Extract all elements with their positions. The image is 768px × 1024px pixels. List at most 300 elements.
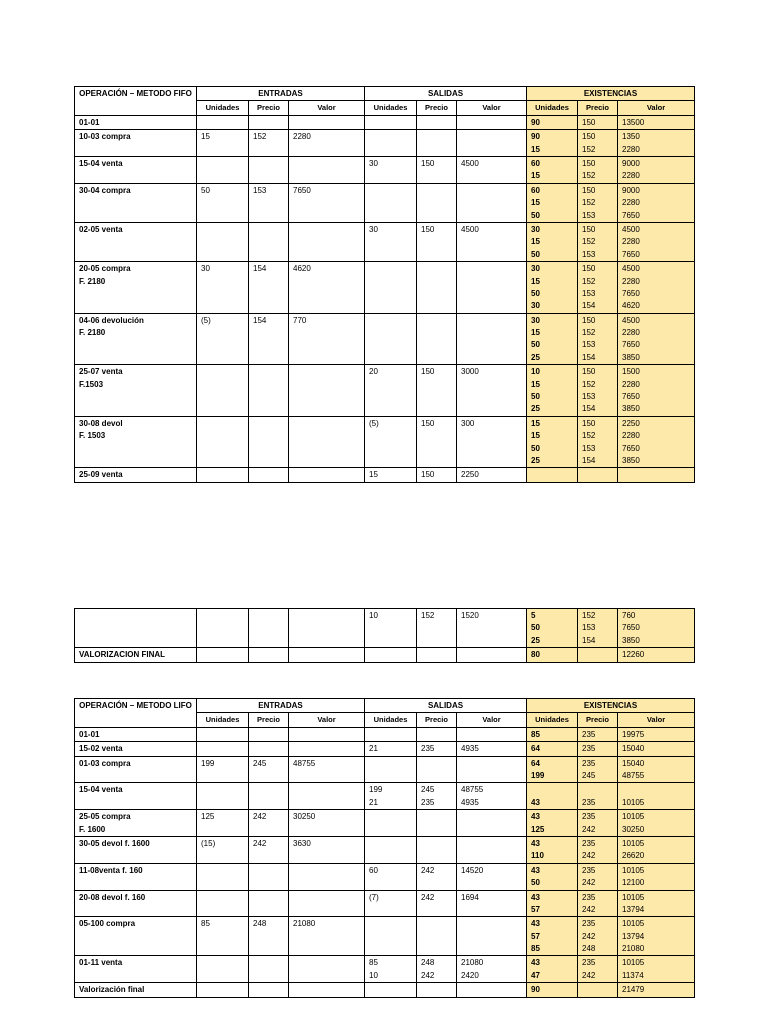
- cell-line: [253, 117, 284, 129]
- cell-line: [293, 249, 360, 261]
- existencias-unidades-cell: [527, 222, 578, 261]
- entradas-unidades-cell: [197, 156, 249, 183]
- cell-line: 25: [531, 455, 540, 465]
- cell-line: [421, 170, 452, 182]
- existencias-unidades-cell: [527, 863, 578, 890]
- entradas-unidades-cell: [197, 222, 249, 261]
- entradas-unidades-cell: [197, 890, 249, 917]
- existencias-unidades-cell: [527, 810, 578, 837]
- cell-line: 14520: [461, 865, 484, 875]
- salidas-valor-header: Valor: [457, 713, 527, 727]
- cell-line: 90: [531, 985, 540, 995]
- cell-line: [369, 877, 412, 889]
- cell-line: 20-08 devol f. 160: [79, 892, 146, 902]
- cell-line: [421, 918, 452, 930]
- cell-line: 15: [201, 132, 210, 142]
- cell-line: 10105: [622, 797, 645, 807]
- salidas-precio-cell: [417, 115, 457, 129]
- cell-line: [201, 931, 244, 943]
- cell-line: [461, 430, 522, 442]
- existencias-unidades-cell: [527, 890, 578, 917]
- cell-line: 10: [369, 970, 378, 980]
- cell-line: [369, 649, 412, 661]
- cell-line: [293, 288, 360, 300]
- cell-line: 153: [582, 288, 596, 298]
- existencias-unidades-cell: [527, 313, 578, 365]
- cell-line: [461, 379, 522, 391]
- cell-line: [421, 327, 452, 339]
- salidas-unidades-cell: [365, 115, 417, 129]
- table-row: [75, 727, 695, 741]
- salidas-unidades-cell: [365, 416, 417, 468]
- cell-line: 43: [531, 797, 540, 807]
- operation-cell: [75, 222, 197, 261]
- entradas-precio-cell: [249, 609, 289, 648]
- cell-line: 235: [582, 812, 596, 822]
- entradas-precio-cell: [249, 810, 289, 837]
- entradas-precio-cell: [249, 130, 289, 157]
- table-row: [75, 156, 695, 183]
- cell-line: [421, 131, 452, 143]
- existencias-precio-cell: [578, 890, 618, 917]
- cell-line: [421, 315, 452, 327]
- cell-line: 15: [531, 328, 540, 338]
- entradas-valor-cell: [289, 222, 365, 261]
- salidas-unidades-header: Unidades: [365, 101, 417, 115]
- table-row: [75, 648, 695, 662]
- existencias-valor-cell: [618, 468, 695, 482]
- existencias-unidades-cell: [527, 983, 578, 997]
- cell-line: [461, 635, 522, 647]
- entradas-unidades-cell: [197, 262, 249, 314]
- salidas-precio-cell: [417, 836, 457, 863]
- cell-line: [421, 758, 452, 770]
- existencias-valor-cell: [618, 783, 695, 810]
- existencias-valor-cell: [618, 917, 695, 956]
- cell-line: [293, 469, 360, 481]
- cell-line: [293, 379, 360, 391]
- cell-line: [253, 158, 284, 170]
- cell-line: [201, 957, 244, 969]
- entradas-unidades-cell: [197, 756, 249, 783]
- cell-line: [421, 144, 452, 156]
- cell-line: 242: [582, 851, 596, 861]
- cell-line: [253, 170, 284, 182]
- cell-line: 4500: [622, 315, 640, 325]
- existencias-valor-cell: [618, 313, 695, 365]
- cell-line: [201, 635, 244, 647]
- cell-line: [461, 824, 522, 836]
- cell-line: (5): [201, 315, 211, 325]
- cell-line: 153: [253, 185, 267, 195]
- cell-line: 13794: [622, 931, 645, 941]
- cell-line: [461, 339, 522, 351]
- cell-line: 242: [582, 970, 596, 980]
- salidas-unidades-cell: [365, 836, 417, 863]
- cell-line: 242: [582, 904, 596, 914]
- entradas-unidades-cell: [197, 863, 249, 890]
- salidas-valor-cell: [457, 183, 527, 222]
- cell-line: 245: [421, 785, 435, 795]
- cell-line: [253, 931, 284, 943]
- cell-line: 43: [531, 958, 540, 968]
- entradas-valor-cell: [289, 156, 365, 183]
- entradas-valor-cell: [289, 609, 365, 648]
- entradas-valor-cell: [289, 648, 365, 662]
- salidas-valor-cell: [457, 863, 527, 890]
- cell-line: 85: [531, 729, 540, 739]
- entradas-valor-header: Valor: [289, 101, 365, 115]
- cell-line: [79, 622, 192, 634]
- cell-line: [421, 236, 452, 248]
- operation-cell: [75, 956, 197, 983]
- cell-line: [369, 850, 412, 862]
- salidas-unidades-cell: [365, 742, 417, 756]
- cell-line: [369, 379, 412, 391]
- cell-line: [293, 622, 360, 634]
- cell-line: [421, 249, 452, 261]
- entradas-valor-cell: [289, 416, 365, 468]
- cell-line: [369, 144, 412, 156]
- entradas-unidades-header: Unidades: [197, 713, 249, 727]
- fifo-continuation-table: [74, 608, 695, 663]
- cell-line: 90: [531, 132, 540, 142]
- entradas-precio-header: Precio: [249, 713, 289, 727]
- cell-line: 152: [582, 379, 596, 389]
- salidas-valor-cell: [457, 262, 527, 314]
- entradas-precio-cell: [249, 183, 289, 222]
- entradas-valor-header: Valor: [289, 713, 365, 727]
- operation-cell: [75, 742, 197, 756]
- salidas-valor-cell: [457, 609, 527, 648]
- cell-line: [461, 850, 522, 862]
- cell-line: [293, 865, 360, 877]
- cell-line: [421, 379, 452, 391]
- cell-line: 3850: [622, 455, 640, 465]
- entradas-valor-cell: [289, 983, 365, 997]
- cell-line: [79, 904, 192, 916]
- cell-line: 4500: [622, 224, 640, 234]
- salidas-valor-cell: [457, 727, 527, 741]
- existencias-precio-cell: [578, 183, 618, 222]
- cell-line: 7650: [622, 443, 640, 453]
- cell-line: [461, 197, 522, 209]
- cell-line: 125: [531, 824, 545, 834]
- salidas-precio-cell: [417, 313, 457, 365]
- entradas-valor-cell: [289, 468, 365, 482]
- existencias-precio-cell: [578, 222, 618, 261]
- cell-line: [461, 455, 522, 467]
- cell-line: [79, 197, 192, 209]
- operation-cell: [75, 468, 197, 482]
- cell-line: [79, 391, 192, 403]
- operation-cell: [75, 983, 197, 997]
- cell-line: 15040: [622, 758, 645, 768]
- cell-line: 85: [369, 958, 378, 968]
- cell-line: 13500: [622, 117, 645, 127]
- cell-line: [461, 131, 522, 143]
- cell-line: [79, 610, 192, 622]
- cell-line: [461, 315, 522, 327]
- entradas-unidades-cell: [197, 956, 249, 983]
- existencias-valor-cell: [618, 365, 695, 417]
- cell-line: 150: [582, 224, 596, 234]
- cell-line: [201, 824, 244, 836]
- cell-line: [253, 892, 284, 904]
- cell-line: 15-02 venta: [79, 744, 123, 754]
- table-row: [75, 313, 695, 365]
- cell-line: [253, 784, 284, 796]
- table-row: [75, 863, 695, 890]
- entradas-valor-cell: [289, 810, 365, 837]
- cell-line: 85: [531, 944, 540, 954]
- salidas-precio-cell: [417, 727, 457, 741]
- entradas-precio-cell: [249, 115, 289, 129]
- cell-line: 43: [531, 812, 540, 822]
- existencias-valor-cell: [618, 890, 695, 917]
- cell-line: F. 2180: [79, 276, 106, 286]
- cell-line: [79, 635, 192, 647]
- existencias-valor-header: Valor: [618, 101, 695, 115]
- salidas-valor-cell: [457, 917, 527, 956]
- existencias-unidades-header: Unidades: [527, 101, 578, 115]
- cell-line: [421, 838, 452, 850]
- salidas-precio-cell: [417, 863, 457, 890]
- salidas-precio-cell: [417, 130, 457, 157]
- cell-line: [369, 391, 412, 403]
- entradas-precio-cell: [249, 313, 289, 365]
- entradas-precio-cell: [249, 648, 289, 662]
- salidas-precio-cell: [417, 156, 457, 183]
- entradas-unidades-cell: [197, 836, 249, 863]
- entradas-unidades-cell: [197, 742, 249, 756]
- operation-cell: [75, 648, 197, 662]
- cell-line: 3850: [622, 404, 640, 414]
- cell-line: [461, 758, 522, 770]
- cell-line: 2280: [622, 198, 640, 208]
- cell-line: [421, 877, 452, 889]
- cell-line: [293, 197, 360, 209]
- cell-line: [253, 770, 284, 782]
- entradas-unidades-cell: [197, 183, 249, 222]
- cell-line: [421, 339, 452, 351]
- operation-cell: [75, 727, 197, 741]
- existencias-unidades-cell: [527, 742, 578, 756]
- entradas-precio-cell: [249, 756, 289, 783]
- salidas-unidades-cell: [365, 609, 417, 648]
- cell-line: [201, 379, 244, 391]
- salidas-valor-cell: [457, 313, 527, 365]
- cell-line: 50: [531, 878, 540, 888]
- existencias-valor-cell: [618, 956, 695, 983]
- operation-header: OPERACIÓN – METODO FIFO: [75, 87, 197, 116]
- cell-line: [369, 197, 412, 209]
- table-row: [75, 115, 695, 129]
- cell-line: 235: [582, 865, 596, 875]
- entradas-header: ENTRADAS: [197, 87, 365, 101]
- cell-line: 4620: [622, 301, 640, 311]
- cell-line: [293, 957, 360, 969]
- existencias-header: EXISTENCIAS: [527, 699, 695, 713]
- cell-line: [461, 918, 522, 930]
- cell-line: [421, 288, 452, 300]
- existencias-valor-cell: [618, 222, 695, 261]
- cell-line: [79, 249, 192, 261]
- cell-line: 152: [582, 276, 596, 286]
- cell-line: (15): [201, 838, 216, 848]
- cell-line: [253, 403, 284, 415]
- salidas-precio-cell: [417, 917, 457, 956]
- cell-line: [461, 770, 522, 782]
- operation-cell: [75, 115, 197, 129]
- cell-line: 30-05 devol f. 1600: [79, 838, 150, 848]
- cell-line: 235: [421, 797, 435, 807]
- cell-line: 1350: [622, 132, 640, 142]
- existencias-precio-cell: [578, 648, 618, 662]
- cell-line: 150: [582, 418, 596, 428]
- cell-line: [293, 366, 360, 378]
- cell-line: 245: [253, 758, 267, 768]
- cell-line: 15: [369, 470, 378, 480]
- cell-line: [79, 300, 192, 312]
- cell-line: 30: [531, 264, 540, 274]
- existencias-valor-cell: [618, 648, 695, 662]
- cell-line: [461, 276, 522, 288]
- salidas-precio-cell: [417, 756, 457, 783]
- cell-line: [293, 743, 360, 755]
- cell-line: [369, 170, 412, 182]
- cell-line: [201, 877, 244, 889]
- existencias-valor-header: Valor: [618, 713, 695, 727]
- existencias-unidades-cell: [527, 468, 578, 482]
- cell-line: [253, 236, 284, 248]
- cell-line: [79, 850, 192, 862]
- cell-line: [201, 455, 244, 467]
- cell-line: 50: [531, 288, 540, 298]
- cell-line: [369, 622, 412, 634]
- salidas-precio-cell: [417, 890, 457, 917]
- salidas-precio-cell: [417, 648, 457, 662]
- cell-line: 01-11 venta: [79, 958, 123, 968]
- cell-line: 48755: [293, 758, 316, 768]
- cell-line: [253, 379, 284, 391]
- cell-line: [369, 811, 412, 823]
- cell-line: [461, 729, 522, 741]
- entradas-header: ENTRADAS: [197, 699, 365, 713]
- table-row: [75, 416, 695, 468]
- existencias-precio-cell: [578, 956, 618, 983]
- cell-line: F. 1600: [79, 824, 106, 834]
- salidas-unidades-cell: [365, 890, 417, 917]
- cell-line: [421, 197, 452, 209]
- cell-line: [461, 943, 522, 955]
- cell-line: [461, 236, 522, 248]
- existencias-precio-cell: [578, 983, 618, 997]
- cell-line: [293, 170, 360, 182]
- entradas-unidades-cell: [197, 648, 249, 662]
- salidas-precio-header: Precio: [417, 101, 457, 115]
- cell-line: [461, 443, 522, 455]
- cell-line: [293, 352, 360, 364]
- cell-line: [201, 224, 244, 236]
- existencias-unidades-cell: [527, 783, 578, 810]
- cell-line: 15: [531, 144, 540, 154]
- cell-line: [79, 797, 192, 809]
- salidas-header: SALIDAS: [365, 699, 527, 713]
- cell-line: [79, 943, 192, 955]
- entradas-precio-cell: [249, 468, 289, 482]
- operation-cell: [75, 783, 197, 810]
- cell-line: [369, 131, 412, 143]
- cell-line: [293, 403, 360, 415]
- cell-line: [293, 391, 360, 403]
- cell-line: 235: [582, 892, 596, 902]
- cell-line: 2250: [622, 418, 640, 428]
- cell-line: [201, 610, 244, 622]
- table-row: [75, 262, 695, 314]
- cell-line: 15-04 venta: [79, 785, 123, 795]
- cell-line: [201, 904, 244, 916]
- cell-line: [253, 339, 284, 351]
- existencias-unidades-cell: [527, 756, 578, 783]
- cell-line: 25: [531, 404, 540, 414]
- cell-line: 1500: [622, 367, 640, 377]
- existencias-valor-cell: [618, 742, 695, 756]
- cell-line: 153: [582, 443, 596, 453]
- entradas-unidades-cell: [197, 609, 249, 648]
- cell-line: 7650: [622, 340, 640, 350]
- cell-line: [421, 210, 452, 222]
- cell-line: [79, 144, 192, 156]
- table-row: [75, 742, 695, 756]
- cell-line: [421, 455, 452, 467]
- cell-line: [369, 249, 412, 261]
- cell-line: [201, 865, 244, 877]
- cell-line: 13794: [622, 904, 645, 914]
- salidas-precio-cell: [417, 365, 457, 417]
- cell-line: [201, 327, 244, 339]
- cell-line: [421, 635, 452, 647]
- cell-line: 21080: [622, 944, 645, 954]
- cell-line: 64: [531, 744, 540, 754]
- cell-line: 154: [582, 635, 596, 645]
- cell-line: [293, 210, 360, 222]
- cell-line: [461, 391, 522, 403]
- entradas-precio-cell: [249, 742, 289, 756]
- cell-line: [461, 170, 522, 182]
- cell-line: [79, 443, 192, 455]
- fifo-kardex-table: [74, 86, 695, 483]
- cell-line: 25: [531, 352, 540, 362]
- existencias-valor-cell: [618, 130, 695, 157]
- existencias-precio-cell: [578, 468, 618, 482]
- cell-line: [293, 300, 360, 312]
- existencias-precio-cell: [578, 756, 618, 783]
- cell-line: [461, 838, 522, 850]
- cell-line: 7650: [622, 210, 640, 220]
- cell-line: 15: [531, 379, 540, 389]
- entradas-valor-cell: [289, 742, 365, 756]
- cell-line: [421, 403, 452, 415]
- entradas-unidades-cell: [197, 416, 249, 468]
- cell-line: [421, 729, 452, 741]
- table-row: [75, 983, 695, 997]
- cell-line: 1694: [461, 892, 479, 902]
- entradas-precio-cell: [249, 983, 289, 997]
- cell-line: 242: [421, 970, 435, 980]
- cell-line: [253, 957, 284, 969]
- existencias-valor-cell: [618, 115, 695, 129]
